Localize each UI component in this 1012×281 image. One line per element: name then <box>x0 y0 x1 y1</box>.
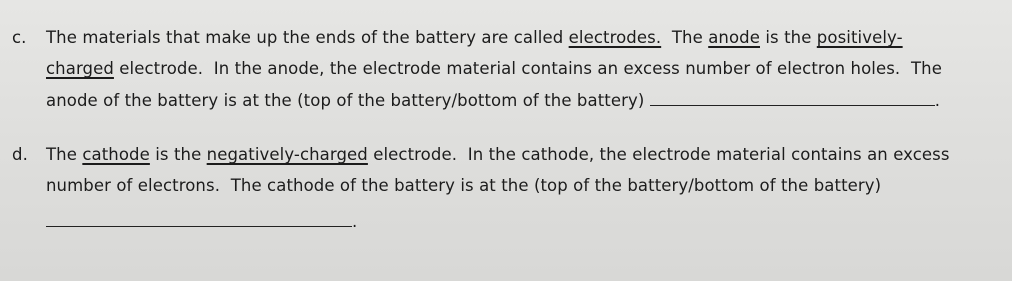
item-d-line-3 <box>46 210 357 233</box>
item-d-line-2 <box>46 175 881 197</box>
item-d-marker: d. <box>12 145 28 164</box>
term-charged: charged <box>46 59 114 78</box>
item-d-text: The <box>46 145 83 164</box>
term-electrodes: electrodes. <box>568 28 662 47</box>
item-c-line-1 <box>12 27 903 49</box>
item-d-text: electrode. In the cathode, the electrode material contains an excess <box>367 145 950 164</box>
item-c-text: The materials that make up the ends of the battery are called <box>46 28 569 47</box>
term-anode: anode <box>708 28 760 47</box>
answer-blank-c[interactable] <box>650 89 935 106</box>
item-d-period: . <box>352 212 358 231</box>
item-c-text: electrode. In the anode, the electrode material contains an excess number of electron holes. The <box>113 59 942 78</box>
term-negatively-charged: negatively-charged <box>206 145 368 164</box>
term-positively: positively- <box>816 28 903 47</box>
item-d-line-1 <box>12 144 950 166</box>
item-c-line-2 <box>46 58 942 80</box>
item-c-period: . <box>934 91 941 110</box>
item-d-question: number of electrons. The cathode of the battery is at the (top of the battery/bottom of the battery) <box>46 176 882 195</box>
item-c-text: The <box>661 28 709 47</box>
item-c-marker: c. <box>12 28 27 47</box>
item-c-text: is the <box>760 28 817 47</box>
term-cathode: cathode <box>82 145 150 164</box>
item-c-question: anode of the battery is at the (top of the battery/bottom of the battery) <box>46 91 650 110</box>
item-d-text: is the <box>149 145 207 164</box>
answer-blank-d[interactable] <box>46 210 352 227</box>
item-c-line-3 <box>46 89 940 112</box>
